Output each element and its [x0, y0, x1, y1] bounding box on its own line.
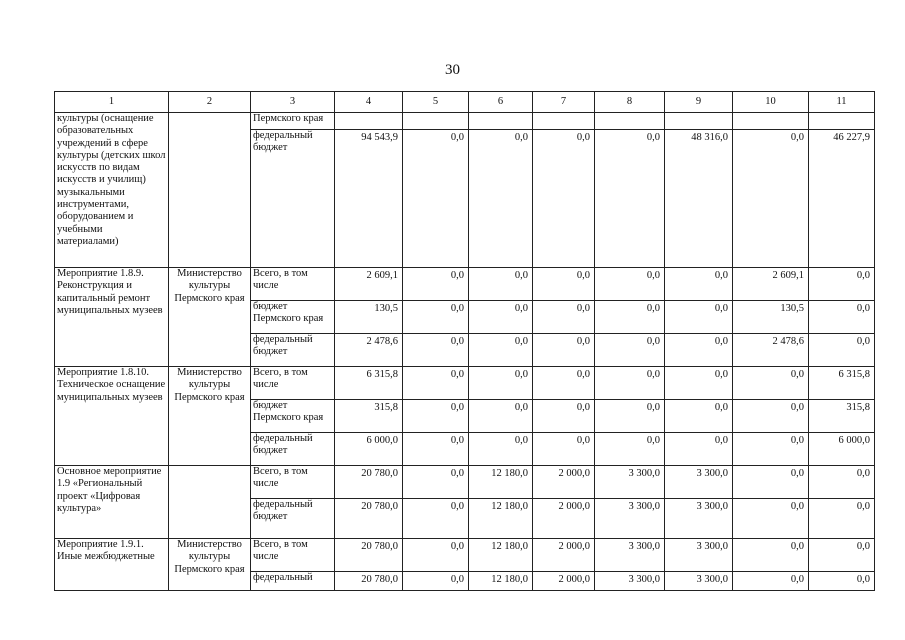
amount-cell: 3 300,0: [665, 572, 733, 591]
amount-cell: 2 000,0: [533, 539, 595, 572]
amount-cell: 0,0: [809, 539, 875, 572]
table-row: [55, 466, 875, 499]
funding-source-cell: Всего, в том числе: [251, 539, 335, 572]
column-number: 3: [251, 92, 335, 113]
executor-cell: Министерство культуры Пермского края: [169, 367, 251, 466]
activity-name-cell: Мероприятие 1.8.9. Реконструкция и капитальный ремонт муниципальных музеев: [55, 268, 169, 367]
funding-source-cell: бюджет Пермского края: [251, 301, 335, 334]
funding-source-cell: федеральный бюджет: [251, 433, 335, 466]
amount-cell: 0,0: [809, 499, 875, 539]
amount-cell: 0,0: [533, 433, 595, 466]
amount-cell: 20 780,0: [335, 466, 403, 499]
amount-cell: 0,0: [403, 301, 469, 334]
amount-cell: 0,0: [469, 301, 533, 334]
amount-cell: 3 300,0: [665, 466, 733, 499]
amount-cell: 0,0: [533, 268, 595, 301]
column-number: 7: [533, 92, 595, 113]
amount-cell: 130,5: [733, 301, 809, 334]
amount-cell: 0,0: [595, 433, 665, 466]
amount-cell: 12 180,0: [469, 539, 533, 572]
amount-cell: 12 180,0: [469, 499, 533, 539]
amount-cell: 0,0: [665, 433, 733, 466]
column-number: 8: [595, 92, 665, 113]
amount-cell: 6 315,8: [809, 367, 875, 400]
amount-cell: 0,0: [733, 130, 809, 268]
amount-cell: 0,0: [533, 400, 595, 433]
amount-cell: 3 300,0: [595, 572, 665, 591]
amount-cell: 0,0: [665, 334, 733, 367]
column-number: 5: [403, 92, 469, 113]
amount-cell: 315,8: [335, 400, 403, 433]
funding-source-cell: федеральный бюджет: [251, 130, 335, 268]
amount-cell: 2 000,0: [533, 572, 595, 591]
amount-cell: 6 000,0: [335, 433, 403, 466]
amount-cell: 48 316,0: [665, 130, 733, 268]
funding-source-cell: Всего, в том числе: [251, 466, 335, 499]
column-number: 1: [55, 92, 169, 113]
amount-cell: [665, 113, 733, 130]
amount-cell: 0,0: [533, 334, 595, 367]
funding-source-cell: Пермского края: [251, 113, 335, 130]
column-number: 4: [335, 92, 403, 113]
amount-cell: [335, 113, 403, 130]
amount-cell: 0,0: [665, 301, 733, 334]
amount-cell: 0,0: [733, 466, 809, 499]
table-row: [55, 367, 875, 400]
amount-cell: 12 180,0: [469, 466, 533, 499]
column-number: 11: [809, 92, 875, 113]
amount-cell: 3 300,0: [665, 499, 733, 539]
amount-cell: 0,0: [595, 400, 665, 433]
amount-cell: 315,8: [809, 400, 875, 433]
executor-cell: Министерство культуры Пермского края: [169, 268, 251, 367]
amount-cell: 0,0: [469, 268, 533, 301]
amount-cell: 0,0: [469, 433, 533, 466]
funding-source-cell: федеральный бюджет: [251, 499, 335, 539]
column-number: 10: [733, 92, 809, 113]
amount-cell: 0,0: [665, 400, 733, 433]
amount-cell: 0,0: [809, 301, 875, 334]
funding-source-cell: Всего, в том числе: [251, 367, 335, 400]
amount-cell: 3 300,0: [665, 539, 733, 572]
table-row: [55, 539, 875, 572]
activity-name-cell: Мероприятие 1.8.10. Техническое оснащение муниципальных музеев: [55, 367, 169, 466]
amount-cell: 3 300,0: [595, 539, 665, 572]
column-number: 9: [665, 92, 733, 113]
amount-cell: 0,0: [665, 367, 733, 400]
table-row: [55, 113, 875, 130]
amount-cell: 0,0: [665, 268, 733, 301]
amount-cell: 130,5: [335, 301, 403, 334]
amount-cell: [809, 113, 875, 130]
amount-cell: 12 180,0: [469, 572, 533, 591]
amount-cell: 0,0: [403, 499, 469, 539]
funding-source-cell: бюджет Пермского края: [251, 400, 335, 433]
amount-cell: 3 300,0: [595, 499, 665, 539]
amount-cell: 2 000,0: [533, 466, 595, 499]
amount-cell: 0,0: [595, 301, 665, 334]
funding-source-cell: федеральный бюджет: [251, 334, 335, 367]
column-number: 2: [169, 92, 251, 113]
amount-cell: 2 000,0: [533, 499, 595, 539]
amount-cell: 20 780,0: [335, 499, 403, 539]
amount-cell: 0,0: [469, 334, 533, 367]
amount-cell: 2 609,1: [733, 268, 809, 301]
amount-cell: 2 478,6: [733, 334, 809, 367]
amount-cell: 94 543,9: [335, 130, 403, 268]
amount-cell: 0,0: [595, 334, 665, 367]
amount-cell: 2 609,1: [335, 268, 403, 301]
amount-cell: 0,0: [403, 400, 469, 433]
amount-cell: 0,0: [595, 130, 665, 268]
activity-name-cell: Мероприятие 1.9.1. Иные межбюджетные: [55, 539, 169, 591]
amount-cell: 0,0: [403, 539, 469, 572]
executor-cell: [169, 466, 251, 539]
funding-source-cell: Всего, в том числе: [251, 268, 335, 301]
budget-table: [54, 91, 875, 591]
amount-cell: 0,0: [533, 301, 595, 334]
amount-cell: 0,0: [533, 130, 595, 268]
table-body: [55, 92, 875, 591]
amount-cell: [533, 113, 595, 130]
amount-cell: 0,0: [733, 433, 809, 466]
amount-cell: 20 780,0: [335, 572, 403, 591]
amount-cell: 0,0: [469, 367, 533, 400]
amount-cell: 0,0: [533, 367, 595, 400]
amount-cell: 20 780,0: [335, 539, 403, 572]
amount-cell: 0,0: [403, 130, 469, 268]
funding-source-cell: федеральный: [251, 572, 335, 591]
amount-cell: 0,0: [809, 268, 875, 301]
amount-cell: 0,0: [733, 400, 809, 433]
amount-cell: 0,0: [595, 268, 665, 301]
page-number: 30: [445, 62, 460, 78]
amount-cell: 0,0: [733, 539, 809, 572]
table-row: [55, 268, 875, 301]
amount-cell: 0,0: [403, 572, 469, 591]
amount-cell: 0,0: [403, 433, 469, 466]
amount-cell: 0,0: [809, 572, 875, 591]
column-number: 6: [469, 92, 533, 113]
amount-cell: 2 478,6: [335, 334, 403, 367]
amount-cell: 46 227,9: [809, 130, 875, 268]
amount-cell: 0,0: [403, 466, 469, 499]
amount-cell: 0,0: [403, 334, 469, 367]
amount-cell: 0,0: [469, 130, 533, 268]
amount-cell: 6 315,8: [335, 367, 403, 400]
amount-cell: [733, 113, 809, 130]
amount-cell: 0,0: [469, 400, 533, 433]
amount-cell: [403, 113, 469, 130]
amount-cell: 0,0: [595, 367, 665, 400]
activity-name-cell: Основное мероприятие 1.9 «Региональный проект «Цифровая культура»: [55, 466, 169, 539]
amount-cell: 0,0: [733, 367, 809, 400]
amount-cell: 0,0: [733, 572, 809, 591]
amount-cell: [469, 113, 533, 130]
amount-cell: [595, 113, 665, 130]
amount-cell: 0,0: [809, 466, 875, 499]
amount-cell: 0,0: [403, 367, 469, 400]
amount-cell: 0,0: [403, 268, 469, 301]
executor-cell: [169, 113, 251, 268]
amount-cell: 6 000,0: [809, 433, 875, 466]
amount-cell: 3 300,0: [595, 466, 665, 499]
amount-cell: 0,0: [809, 334, 875, 367]
column-number-row: [55, 92, 875, 113]
amount-cell: 0,0: [733, 499, 809, 539]
activity-name-cell: культуры (оснащение образовательных учреждений в сфере культуры (детских школ искусств по видам искусств и училищ) музыкальными инструментами, оборудованием и учебными материалами): [55, 113, 169, 268]
executor-cell: Министерство культуры Пермского края: [169, 539, 251, 591]
